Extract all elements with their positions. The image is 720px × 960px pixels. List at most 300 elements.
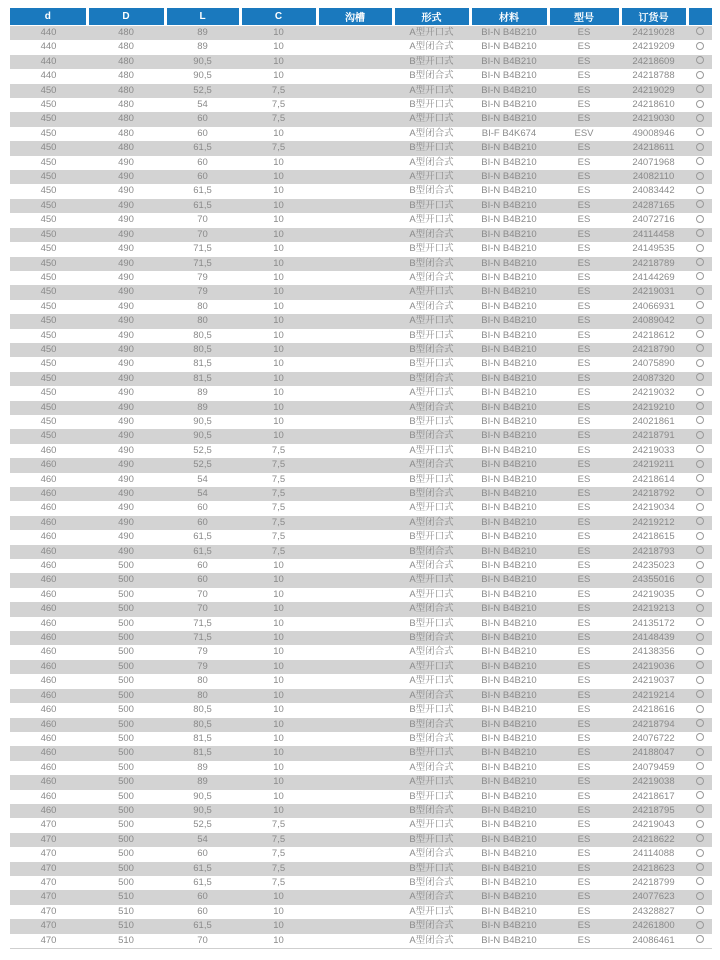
cell-L: 90,5 [193,804,212,816]
cell-availability [687,458,712,472]
cell-material: BI-N B4B210 [481,632,537,644]
column-header-order-no: 订货号 [620,8,687,26]
availability-circle-icon [696,200,704,208]
availability-circle-icon [696,935,704,943]
cell-D: 500 [118,776,134,788]
cell-d: 450 [40,214,57,226]
cell-type: A型开口式 [409,588,454,600]
cell-type: B型闭合式 [409,70,454,82]
cell-model: ES [577,660,591,672]
cell-material: BI-N B4B210 [481,531,537,543]
cell-groove [317,516,393,530]
cell-model: ES [577,99,591,111]
cell-order_no: 24072716 [632,214,675,226]
cell-D: 490 [118,358,134,370]
cell-groove [317,257,393,271]
cell-d: 450 [40,127,57,139]
cell-availability [687,372,712,386]
availability-circle-icon [696,575,704,583]
cell-D: 490 [118,444,134,456]
cell-d: 450 [40,257,57,269]
availability-circle-icon [696,143,704,151]
cell-groove [317,429,393,443]
cell-d: 460 [40,459,57,471]
cell-C: 7,5 [271,848,286,860]
cell-C: 10 [273,660,284,672]
cell-L: 60 [197,502,208,514]
cell-model: ES [577,199,591,211]
cell-groove [317,559,393,573]
cell-d: 450 [40,171,57,183]
cell-D: 480 [118,142,134,154]
table-row [10,660,712,674]
cell-groove [317,905,393,919]
cell-groove [317,26,393,41]
cell-type: A型开口式 [409,660,454,672]
cell-model: ES [577,531,591,543]
cell-availability [687,862,712,876]
cell-availability [687,732,712,746]
cell-order_no: 24076722 [632,732,675,744]
cell-D: 490 [118,531,134,543]
availability-circle-icon [696,863,704,871]
cell-order_no: 24138356 [632,646,675,658]
cell-L: 81,5 [193,732,212,744]
cell-C: 10 [273,271,284,283]
availability-circle-icon [696,258,704,266]
cell-D: 500 [118,632,134,644]
cell-d: 460 [40,488,57,499]
cell-type: A型闭合式 [409,127,454,139]
column-header-type: 形式 [393,8,470,26]
cell-groove [317,112,393,126]
cell-availability [687,645,712,659]
cell-L: 79 [197,271,208,283]
cell-D: 500 [118,588,134,600]
table-row [10,357,712,371]
cell-model: ES [577,415,591,427]
cell-type: B型闭合式 [409,804,454,816]
cell-material: BI-N B4B210 [481,876,537,888]
cell-type: B型开口式 [409,243,454,255]
cell-L: 90,5 [193,430,212,442]
cell-d: 450 [40,372,57,384]
cell-material: BI-N B4B210 [481,617,537,629]
availability-circle-icon [696,777,704,785]
availability-circle-icon [696,503,704,511]
cell-type: B型开口式 [409,199,454,211]
cell-L: 54 [197,488,208,499]
cell-availability [687,833,712,847]
cell-D: 480 [118,127,134,139]
cell-model: ES [577,113,591,125]
cell-type: B型闭合式 [409,488,454,499]
cell-model: ES [577,214,591,226]
cell-order_no: 24218610 [632,99,675,111]
cell-order_no: 24218794 [632,718,675,730]
table-row [10,790,712,804]
cell-L: 80 [197,689,208,701]
cell-type: A型开口式 [409,214,454,226]
column-header-groove: 沟槽 [317,8,393,26]
cell-groove [317,804,393,818]
cell-order_no: 24082110 [632,171,675,183]
cell-material: BI-N B4B210 [481,848,537,860]
cell-model: ES [577,732,591,744]
table-row [10,573,712,587]
cell-type: B型闭合式 [409,185,454,197]
cell-availability [687,314,712,328]
availability-circle-icon [696,100,704,108]
cell-material: BI-N B4B210 [481,415,537,427]
availability-circle-icon [696,186,704,194]
cell-material: BI-N B4B210 [481,502,537,514]
cell-d: 470 [40,833,57,845]
cell-model: ES [577,617,591,629]
cell-L: 60 [197,574,208,586]
cell-C: 7,5 [271,99,286,111]
availability-circle-icon [696,892,704,900]
availability-circle-icon [696,388,704,396]
cell-model: ES [577,747,591,759]
cell-order_no: 24218609 [632,55,675,67]
cell-C: 10 [273,300,284,312]
cell-C: 10 [273,632,284,644]
cell-type: B型闭合式 [409,876,454,888]
cell-model: ES [577,473,591,485]
cell-material: BI-N B4B210 [481,819,537,831]
cell-L: 61,5 [193,876,212,888]
cell-material: BI-F B4K674 [481,127,537,139]
cell-L: 89 [197,27,208,38]
availability-circle-icon [696,748,704,756]
cell-L: 70 [197,934,208,946]
cell-groove [317,588,393,602]
cell-L: 80 [197,300,208,312]
cell-order_no: 24188047 [632,747,675,759]
cell-C: 10 [273,171,284,183]
cell-groove [317,545,393,559]
cell-order_no: 24218793 [632,545,675,557]
cell-D: 490 [118,257,134,269]
cell-model: ES [577,343,591,355]
cell-groove [317,444,393,458]
cell-groove [317,40,393,54]
cell-L: 60 [197,848,208,860]
cell-L: 71,5 [193,632,212,644]
cell-order_no: 24218790 [632,343,675,355]
cell-C: 10 [273,401,284,413]
parts-table [10,8,712,949]
cell-type: B型闭合式 [409,920,454,932]
cell-D: 490 [118,228,134,240]
availability-circle-icon [696,690,704,698]
availability-circle-icon [696,128,704,136]
cell-model: ES [577,560,591,572]
cell-order_no: 24219210 [632,401,675,413]
table-row [10,746,712,760]
cell-material: BI-N B4B210 [481,934,537,946]
availability-circle-icon [696,589,704,597]
cell-model: ES [577,171,591,183]
cell-material: BI-N B4B210 [481,257,537,269]
cell-d: 470 [40,819,57,831]
cell-material: BI-N B4B210 [481,214,537,226]
availability-circle-icon [696,416,704,424]
availability-circle-icon [696,474,704,482]
cell-model: ES [577,401,591,413]
cell-order_no: 24077623 [632,891,675,903]
cell-model: ES [577,704,591,716]
cell-d: 460 [40,632,57,644]
cell-order_no: 24148439 [632,632,675,644]
cell-L: 71,5 [193,243,212,255]
table-row [10,761,712,775]
cell-d: 440 [40,41,57,53]
table-row [10,919,712,933]
cell-d: 460 [40,732,57,744]
cell-d: 470 [40,891,57,903]
cell-availability [687,674,712,688]
cell-order_no: 24219212 [632,516,675,528]
cell-groove [317,415,393,429]
cell-groove [317,84,393,98]
cell-order_no: 24218622 [632,833,675,845]
table-row [10,271,712,285]
availability-circle-icon [696,244,704,252]
cell-type: A型闭合式 [409,560,454,572]
cell-type: B型闭合式 [409,372,454,384]
cell-order_no: 24219043 [632,819,675,831]
cell-groove [317,314,393,328]
cell-groove [317,530,393,544]
cell-groove [317,876,393,890]
cell-D: 490 [118,329,134,341]
cell-availability [687,501,712,515]
cell-model: ES [577,545,591,557]
cell-C: 10 [273,704,284,716]
cell-d: 460 [40,473,57,485]
availability-circle-icon [696,762,704,770]
cell-C: 10 [273,430,284,442]
cell-order_no: 24083442 [632,185,675,197]
availability-circle-icon [696,445,704,453]
cell-availability [687,84,712,98]
cell-D: 500 [118,848,134,860]
cell-type: A型闭合式 [409,689,454,701]
cell-order_no: 24218612 [632,329,675,341]
cell-order_no: 24149535 [632,243,675,255]
cell-L: 70 [197,214,208,226]
availability-circle-icon [696,114,704,122]
cell-material: BI-N B4B210 [481,70,537,82]
cell-material: BI-N B4B210 [481,41,537,53]
availability-circle-icon [696,561,704,569]
column-header-C: C [240,8,317,26]
cell-model: ES [577,718,591,730]
cell-D: 500 [118,790,134,802]
cell-groove [317,401,393,415]
cell-C: 10 [273,185,284,197]
cell-material: BI-N B4B210 [481,776,537,788]
cell-D: 490 [118,243,134,255]
cell-D: 480 [118,70,134,82]
cell-order_no: 24219034 [632,502,675,514]
availability-circle-icon [696,877,704,885]
cell-C: 10 [273,228,284,240]
cell-L: 52,5 [193,84,212,96]
table-row [10,26,712,41]
cell-material: BI-N B4B210 [481,113,537,125]
cell-D: 500 [118,574,134,586]
cell-material: BI-N B4B210 [481,142,537,154]
cell-groove [317,127,393,141]
cell-C: 10 [273,920,284,932]
cell-C: 7,5 [271,531,286,543]
cell-C: 7,5 [271,516,286,528]
cell-model: ES [577,257,591,269]
cell-d: 460 [40,689,57,701]
cell-D: 510 [118,920,134,932]
cell-d: 460 [40,560,57,572]
cell-material: BI-N B4B210 [481,387,537,399]
cell-order_no: 24089042 [632,315,675,327]
cell-groove [317,718,393,732]
cell-D: 490 [118,214,134,226]
cell-D: 500 [118,560,134,572]
cell-material: BI-N B4B210 [481,790,537,802]
cell-D: 500 [118,617,134,629]
cell-d: 460 [40,660,57,672]
availability-circle-icon [696,402,704,410]
cell-type: B型开口式 [409,329,454,341]
cell-model: ES [577,603,591,615]
cell-groove [317,473,393,487]
availability-circle-icon [696,359,704,367]
cell-C: 10 [273,718,284,730]
table-row [10,314,712,328]
cell-L: 90,5 [193,70,212,82]
cell-d: 470 [40,848,57,860]
cell-D: 490 [118,156,134,168]
cell-availability [687,617,712,631]
cell-d: 450 [40,185,57,197]
cell-availability [687,746,712,760]
cell-availability [687,588,712,602]
cell-groove [317,674,393,688]
cell-model: ES [577,55,591,67]
cell-availability [687,530,712,544]
cell-material: BI-N B4B210 [481,99,537,111]
table-row [10,847,712,861]
cell-groove [317,862,393,876]
availability-circle-icon [696,517,704,525]
cell-C: 7,5 [271,459,286,471]
cell-material: BI-N B4B210 [481,891,537,903]
cell-d: 450 [40,156,57,168]
availability-circle-icon [696,733,704,741]
availability-circle-icon [696,157,704,165]
table-row [10,285,712,299]
cell-groove [317,919,393,933]
cell-model: ES [577,876,591,888]
cell-d: 460 [40,804,57,816]
cell-order_no: 24219037 [632,675,675,687]
cell-groove [317,602,393,616]
cell-material: BI-N B4B210 [481,920,537,932]
table-row [10,300,712,314]
cell-material: BI-N B4B210 [481,329,537,341]
availability-circle-icon [696,633,704,641]
cell-material: BI-N B4B210 [481,862,537,874]
cell-availability [687,905,712,919]
cell-material: BI-N B4B210 [481,459,537,471]
cell-order_no: 24219030 [632,113,675,125]
cell-order_no: 24219209 [632,41,675,53]
cell-D: 510 [118,905,134,917]
cell-type: A型闭合式 [409,156,454,168]
availability-circle-icon [696,921,704,929]
cell-d: 470 [40,862,57,874]
table-row [10,141,712,155]
table-row [10,112,712,126]
cell-d: 450 [40,286,57,298]
cell-model: ES [577,920,591,932]
cell-type: B型闭合式 [409,632,454,644]
table-row [10,127,712,141]
cell-material: BI-N B4B210 [481,689,537,701]
cell-type: A型开口式 [409,675,454,687]
table-row [10,458,712,472]
table-row [10,55,712,69]
cell-groove [317,458,393,472]
cell-order_no: 24218617 [632,790,675,802]
cell-D: 490 [118,473,134,485]
cell-model: ES [577,84,591,96]
cell-C: 10 [273,804,284,816]
cell-D: 490 [118,502,134,514]
cell-D: 490 [118,185,134,197]
cell-material: BI-N B4B210 [481,804,537,816]
cell-D: 490 [118,516,134,528]
cell-material: BI-N B4B210 [481,430,537,442]
cell-C: 10 [273,55,284,67]
cell-groove [317,501,393,515]
cell-L: 71,5 [193,617,212,629]
cell-D: 480 [118,27,134,38]
cell-L: 70 [197,603,208,615]
cell-type: A型开口式 [409,776,454,788]
table-row [10,530,712,544]
cell-groove [317,242,393,256]
cell-model: ES [577,905,591,917]
cell-type: B型闭合式 [409,732,454,744]
cell-D: 490 [118,415,134,427]
cell-D: 490 [118,315,134,327]
cell-groove [317,98,393,112]
cell-type: B型闭合式 [409,545,454,557]
table-row [10,516,712,530]
cell-type: A型开口式 [409,574,454,586]
cell-material: BI-N B4B210 [481,560,537,572]
cell-d: 460 [40,704,57,716]
cell-type: A型闭合式 [409,300,454,312]
cell-order_no: 24235023 [632,560,675,572]
cell-L: 80 [197,315,208,327]
table-row [10,228,712,242]
cell-material: BI-N B4B210 [481,185,537,197]
cell-C: 10 [273,387,284,399]
